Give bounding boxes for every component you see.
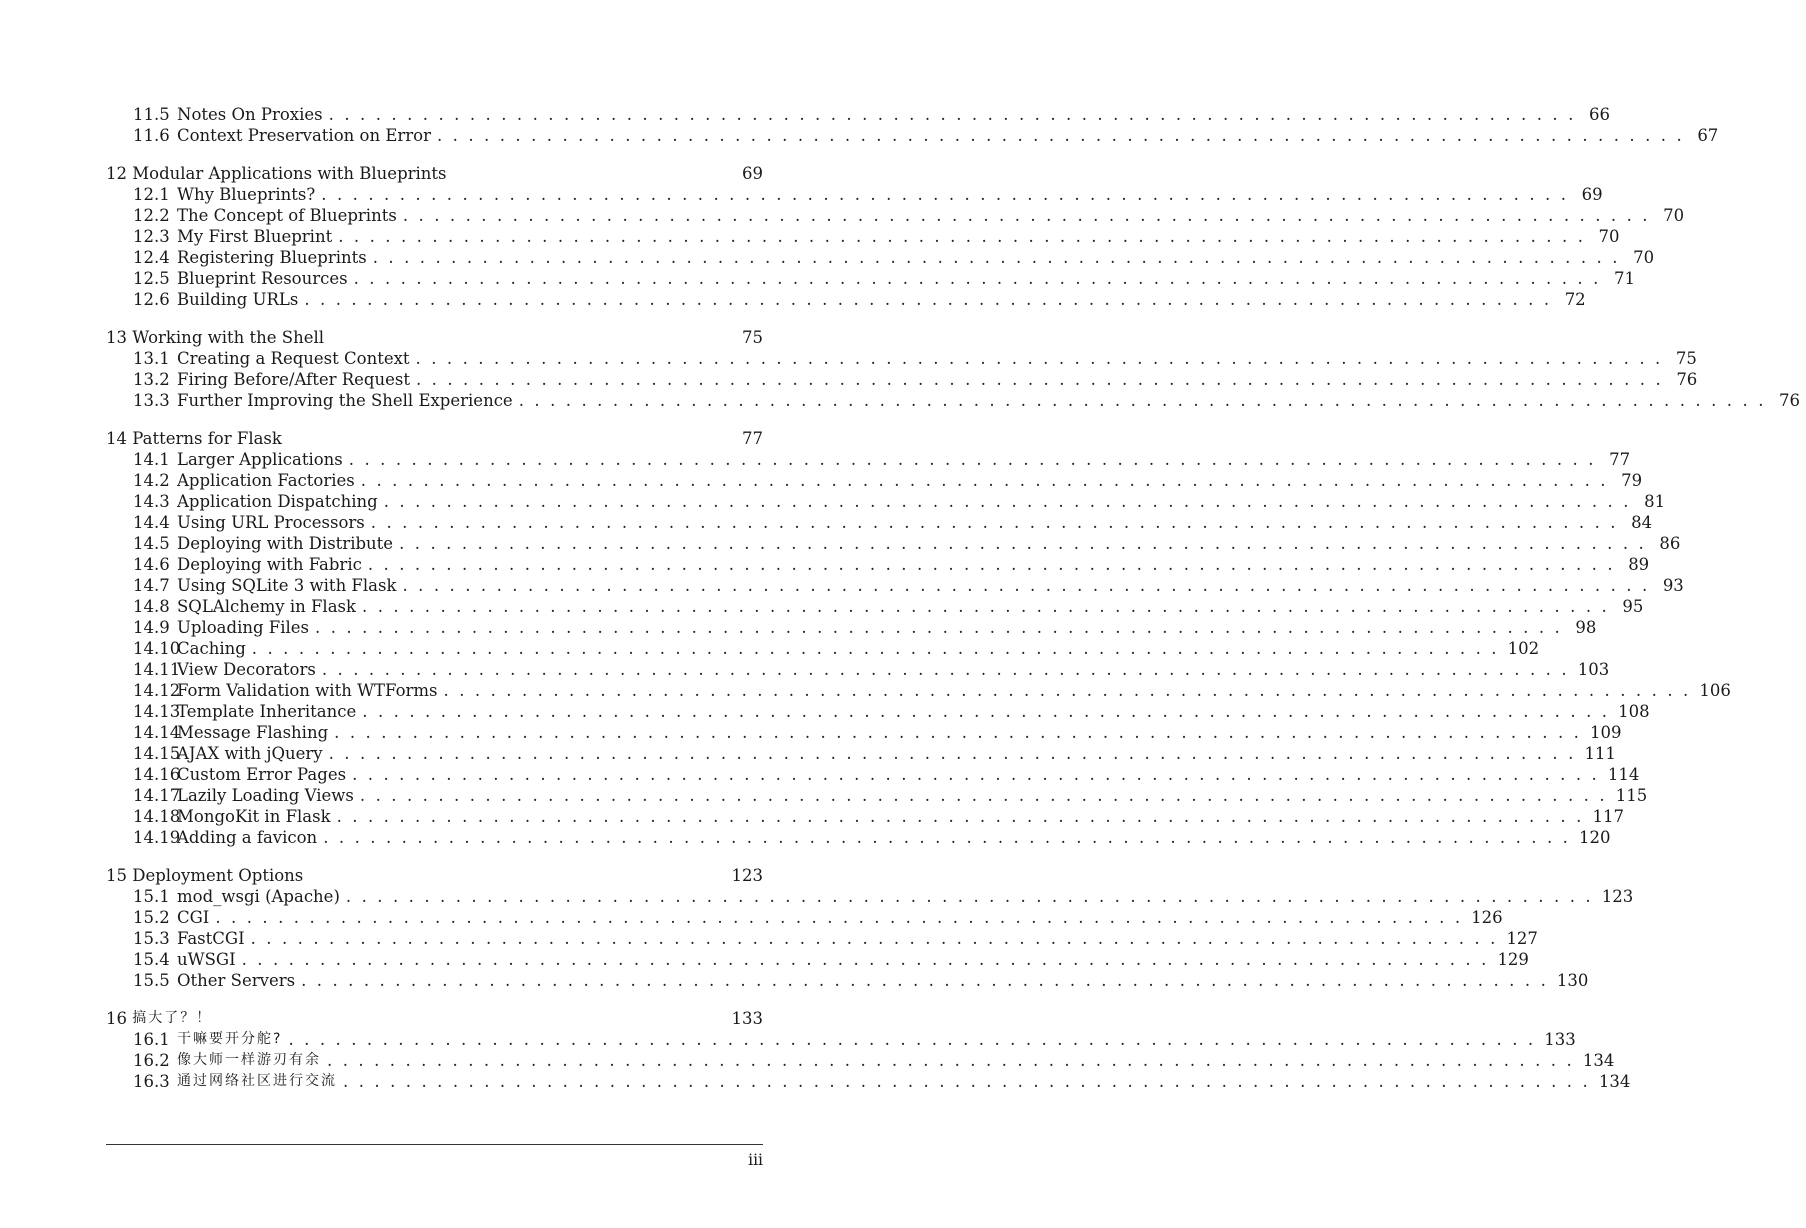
section-title: Using SQLite 3 with Flask <box>177 576 397 595</box>
dot-leader: . . . . . . . . . . . . . . . . . . . . . . . . . . . . . . . . . . . . . . . . . . . . . . . . . . . . . . . . . . . . . . . . . . . . . . . . . . . . . . . . <box>288 1030 1536 1049</box>
section-title: MongoKit in Flask <box>177 807 331 826</box>
section-number: 15.4 <box>133 950 170 969</box>
toc-entry[interactable] <box>106 701 1650 722</box>
toc-chapter <box>106 428 1731 848</box>
section-page: 123 <box>1601 887 1634 906</box>
section-number: 14.10 <box>133 639 181 658</box>
section-number: 15.1 <box>133 887 170 906</box>
dot-leader: . . . . . . . . . . . . . . . . . . . . . . . . . . . . . . . . . . . . . . . . . . . . . . . . . . . . . . . . . . . . . . . . . . . . . . . . . . . . . . . . <box>250 929 1498 948</box>
chapter-page: 75 <box>742 328 763 347</box>
dot-leader: . . . . . . . . . . . . . . . . . . . . . . . . . . . . . . . . . . . . . . . . . . . . . . . . . . . . . . . . . . . . . . . . . . . . . . . . . . . . . . . . <box>323 828 1571 847</box>
toc-entry[interactable] <box>106 949 1529 970</box>
toc-entry[interactable] <box>106 1050 1615 1071</box>
toc-entry[interactable] <box>106 369 1698 390</box>
section-number: 14.8 <box>133 597 170 616</box>
section-page: 127 <box>1506 929 1538 948</box>
section-number: 14.3 <box>133 492 170 511</box>
section-title: SQLAlchemy in Flask <box>177 597 357 616</box>
section-page: 81 <box>1644 492 1666 511</box>
section-page: 108 <box>1618 702 1650 721</box>
dot-leader: . . . . . . . . . . . . . . . . . . . . . . . . . . . . . . . . . . . . . . . . . . . . . . . . . . . . . . . . . . . . . . . . . . . . . . . . . . . . . . . . <box>328 105 1576 124</box>
section-page: 70 <box>1663 206 1685 225</box>
dot-leader: . . . . . . . . . . . . . . . . . . . . . . . . . . . . . . . . . . . . . . . . . . . . . . . . . . . . . . . . . . . . . . . . . . . . . . . . . . . . . . . . <box>362 597 1610 616</box>
section-number: 14.11 <box>133 660 181 679</box>
section-number: 14.19 <box>133 828 181 847</box>
toc-entry[interactable] <box>106 806 1624 827</box>
section-number: 12.3 <box>133 227 170 246</box>
section-page: 77 <box>1609 450 1631 469</box>
section-number: 12.4 <box>133 248 170 267</box>
section-number: 12.1 <box>133 185 170 204</box>
section-number: 14.6 <box>133 555 170 574</box>
dot-leader: . . . . . . . . . . . . . . . . . . . . . . . . . . . . . . . . . . . . . . . . . . . . . . . . . . . . . . . . . . . . . . . . . . . . . . . . . . . . . . . . <box>353 269 1601 288</box>
toc-entry[interactable] <box>106 886 1634 907</box>
section-page: 70 <box>1598 227 1620 246</box>
chapter-number: 16 <box>106 1009 127 1028</box>
toc-chapter <box>106 327 1801 411</box>
section-page: 84 <box>1631 513 1653 532</box>
section-page: 115 <box>1615 786 1648 805</box>
section-title: Deploying with Fabric <box>177 555 362 574</box>
section-page: 76 <box>1676 370 1698 389</box>
toc-entry[interactable] <box>106 575 1684 596</box>
table-of-contents <box>106 104 1801 1109</box>
section-number: 14.7 <box>133 576 170 595</box>
section-title: Why Blueprints? <box>177 185 316 204</box>
section-title: Registering Blueprints <box>177 248 367 267</box>
section-title: Using URL Processors <box>177 513 365 532</box>
toc-entry[interactable] <box>106 722 1622 743</box>
dot-leader: . . . . . . . . . . . . . . . . . . . . . . . . . . . . . . . . . . . . . . . . . . . . . . . . . . . . . . . . . . . . . . . . . . . . . . . . . . . . . . . . <box>360 471 1609 490</box>
chapter-title: Deployment Options <box>132 866 304 885</box>
toc-entry[interactable] <box>106 184 1603 205</box>
section-title: Creating a Request Context <box>177 349 410 368</box>
section-page: 106 <box>1699 681 1731 700</box>
toc-entry[interactable] <box>106 1029 1576 1050</box>
section-page: 95 <box>1622 597 1644 616</box>
dot-leader: . . . . . . . . . . . . . . . . . . . . . . . . . . . . . . . . . . . . . . . . . . . . . . . . . . . . . . . . . . . . . . . . . . . . . . . . . . . . . . . . <box>399 534 1647 553</box>
dot-leader: . . . . . . . . . . . . . . . . . . . . . . . . . . . . . . . . . . . . . . . . . . . . . . . . . . . . . . . . . . . . . . . . . . . . . . . . . . . . . . . . <box>370 513 1619 532</box>
section-title: My First Blueprint <box>177 227 333 246</box>
dot-leader: . . . . . . . . . . . . . . . . . . . . . . . . . . . . . . . . . . . . . . . . . . . . . . . . . . . . . . . . . . . . . . . . . . . . . . . . . . . . . . . . <box>251 639 1500 658</box>
section-number: 15.2 <box>133 908 170 927</box>
toc-entry[interactable] <box>106 226 1620 247</box>
toc-entry[interactable] <box>106 680 1731 701</box>
toc-entry[interactable] <box>106 907 1503 928</box>
toc-entry[interactable] <box>106 491 1666 512</box>
section-title: Blueprint Resources <box>177 269 348 288</box>
section-title: Template Inheritance <box>177 702 357 721</box>
chapter-number: 13 <box>106 328 127 347</box>
chapter-title: 搞大了？！ <box>132 1010 213 1026</box>
section-page: 111 <box>1584 744 1616 763</box>
section-title: Caching <box>177 639 246 658</box>
section-title: Message Flashing <box>177 723 329 742</box>
section-page: 134 <box>1598 1072 1631 1091</box>
dot-leader: . . . . . . . . . . . . . . . . . . . . . . . . . . . . . . . . . . . . . . . . . . . . . . . . . . . . . . . . . . . . . . . . . . . . . . . . . . . . . . . . <box>383 492 1632 511</box>
section-title: 通过网络社区进行交流 <box>177 1073 337 1089</box>
section-page: 75 <box>1675 349 1697 368</box>
section-title: Application Factories <box>177 471 355 490</box>
footer-rule <box>106 1144 763 1145</box>
section-page: 93 <box>1662 576 1684 595</box>
section-title: Firing Before/After Request <box>177 370 410 389</box>
dot-leader: . . . . . . . . . . . . . . . . . . . . . . . . . . . . . . . . . . . . . . . . . . . . . . . . . . . . . . . . . . . . . . . . . . . . . . . . . . . . . . . . <box>359 786 1608 805</box>
section-title: Context Preservation on Error <box>177 126 431 145</box>
dot-leader: . . . . . . . . . . . . . . . . . . . . . . . . . . . . . . . . . . . . . . . . . . . . . . . . . . . . . . . . . . . . . . . . . . . . . . . . . . . . . . . . <box>352 765 1600 784</box>
chapter-number: 15 <box>106 866 127 885</box>
chapter-title: Modular Applications with Blueprints <box>132 164 447 183</box>
section-page: 117 <box>1592 807 1624 826</box>
section-number: 11.5 <box>133 105 170 124</box>
section-title: 干嘛要开分舵? <box>177 1031 283 1047</box>
toc-entry[interactable] <box>106 554 1650 575</box>
section-number: 14.18 <box>133 807 181 826</box>
section-number: 16.3 <box>133 1072 170 1091</box>
toc-entry[interactable] <box>106 247 1655 268</box>
dot-leader: . . . . . . . . . . . . . . . . . . . . . . . . . . . . . . . . . . . . . . . . . . . . . . . . . . . . . . . . . . . . . . . . . . . . . . . . . . . . . . . . <box>327 1051 1575 1070</box>
section-number: 14.9 <box>133 618 170 637</box>
toc-entry[interactable] <box>106 1071 1631 1092</box>
toc-entry[interactable] <box>106 205 1685 226</box>
toc-entry[interactable] <box>106 970 1589 991</box>
section-title: Form Validation with WTForms <box>177 681 438 700</box>
section-title: Custom Error Pages <box>177 765 347 784</box>
dot-leader: . . . . . . . . . . . . . . . . . . . . . . . . . . . . . . . . . . . . . . . . . . . . . . . . . . . . . . . . . . . . . . . . . . . . . . . . . . . . . . . . <box>338 227 1586 246</box>
section-page: 109 <box>1589 723 1622 742</box>
section-title: CGI <box>177 908 210 927</box>
chapter-title: Working with the Shell <box>132 328 325 347</box>
dot-leader: . . . . . . . . . . . . . . . . . . . . . . . . . . . . . . . . . . . . . . . . . . . . . . . . . . . . . . . . . . . . . . . . . . . . . . . . . . . . . . . . <box>334 723 1582 742</box>
section-title: Deploying with Distribute <box>177 534 394 553</box>
chapter-heading[interactable] <box>106 428 769 449</box>
dot-leader: . . . . . . . . . . . . . . . . . . . . . . . . . . . . . . . . . . . . . . . . . . . . . . . . . . . . . . . . . . . . . . . . . . . . . . . . . . . . . . . . <box>321 185 1569 204</box>
chapter-number: 14 <box>106 429 127 448</box>
section-title: View Decorators <box>177 660 316 679</box>
dot-leader: . . . . . . . . . . . . . . . . . . . . . . . . . . . . . . . . . . . . . . . . . . . . . . . . . . . . . . . . . . . . . . . . . . . . . . . . . . . . . . . . <box>215 908 1463 927</box>
dot-leader: . . . . . . . . . . . . . . . . . . . . . . . . . . . . . . . . . . . . . . . . . . . . . . . . . . . . . . . . . . . . . . . . . . . . . . . . . . . . . . . . <box>402 206 1651 225</box>
section-number: 14.2 <box>133 471 170 490</box>
section-page: 126 <box>1471 908 1503 927</box>
section-number: 14.4 <box>133 513 170 532</box>
toc-entry[interactable] <box>106 638 1540 659</box>
toc-chapter <box>106 104 1719 146</box>
toc-entry[interactable] <box>106 104 1610 125</box>
section-number: 16.2 <box>133 1051 170 1070</box>
section-number: 14.1 <box>133 450 170 469</box>
dot-leader: . . . . . . . . . . . . . . . . . . . . . . . . . . . . . . . . . . . . . . . . . . . . . . . . . . . . . . . . . . . . . . . . . . . . . . . . . . . . . . . . <box>362 702 1610 721</box>
section-page: 89 <box>1628 555 1650 574</box>
section-page: 79 <box>1621 471 1643 490</box>
toc-entry[interactable] <box>106 533 1681 554</box>
section-page: 133 <box>1544 1030 1576 1049</box>
section-number: 12.2 <box>133 206 170 225</box>
section-page: 66 <box>1588 105 1610 124</box>
section-number: 16.1 <box>133 1030 170 1049</box>
section-title: Other Servers <box>177 971 296 990</box>
section-page: 76 <box>1779 391 1801 410</box>
dot-leader: . . . . . . . . . . . . . . . . . . . . . . . . . . . . . . . . . . . . . . . . . . . . . . . . . . . . . . . . . . . . . . . . . . . . . . . . . . . . . . . . <box>321 660 1570 679</box>
section-title: Larger Applications <box>177 450 343 469</box>
dot-leader: . . . . . . . . . . . . . . . . . . . . . . . . . . . . . . . . . . . . . . . . . . . . . . . . . . . . . . . . . . . . . . . . . . . . . . . . . . . . . . . . <box>436 126 1685 145</box>
toc-entry[interactable] <box>106 743 1616 764</box>
section-page: 102 <box>1507 639 1540 658</box>
section-page: 67 <box>1697 126 1719 145</box>
section-title: Uploading Files <box>177 618 310 637</box>
section-number: 13.1 <box>133 349 170 368</box>
toc-entry[interactable] <box>106 289 1586 310</box>
section-page: 114 <box>1607 765 1640 784</box>
chapter-page: 123 <box>731 866 763 885</box>
dot-leader: . . . . . . . . . . . . . . . . . . . . . . . . . . . . . . . . . . . . . . . . . . . . . . . . . . . . . . . . . . . . . . . . . . . . . . . . . . . . . . . . <box>415 349 1663 368</box>
toc-entry[interactable] <box>106 827 1611 848</box>
toc-entry[interactable] <box>106 928 1538 949</box>
section-number: 14.12 <box>133 681 181 700</box>
section-title: The Concept of Blueprints <box>177 206 397 225</box>
toc-entry[interactable] <box>106 659 1610 680</box>
toc-entry[interactable] <box>106 764 1640 785</box>
page-number: iii <box>748 1151 763 1169</box>
toc-entry[interactable] <box>106 390 1801 411</box>
section-title: 像大师一样游刃有余 <box>177 1052 321 1068</box>
section-title: AJAX with jQuery <box>177 744 323 763</box>
section-page: 134 <box>1582 1051 1615 1070</box>
dot-leader: . . . . . . . . . . . . . . . . . . . . . . . . . . . . . . . . . . . . . . . . . . . . . . . . . . . . . . . . . . . . . . . . . . . . . . . . . . . . . . . . <box>443 681 1691 700</box>
toc-entry[interactable] <box>106 125 1719 146</box>
section-page: 98 <box>1575 618 1597 637</box>
toc-entry[interactable] <box>106 470 1643 491</box>
section-page: 103 <box>1577 660 1610 679</box>
toc-entry[interactable] <box>106 785 1648 806</box>
toc-chapter <box>106 865 1634 991</box>
section-number: 14.15 <box>133 744 181 763</box>
section-page: 130 <box>1556 971 1589 990</box>
dot-leader: . . . . . . . . . . . . . . . . . . . . . . . . . . . . . . . . . . . . . . . . . . . . . . . . . . . . . . . . . . . . . . . . . . . . . . . . . . . . . . . . <box>301 971 1549 990</box>
section-title: FastCGI <box>177 929 245 948</box>
section-number: 15.5 <box>133 971 170 990</box>
toc-entry[interactable] <box>106 348 1697 369</box>
chapter-page: 77 <box>742 429 763 448</box>
toc-entry[interactable] <box>106 268 1635 289</box>
dot-leader: . . . . . . . . . . . . . . . . . . . . . . . . . . . . . . . . . . . . . . . . . . . . . . . . . . . . . . . . . . . . . . . . . . . . . . . . . . . . . . . . <box>336 807 1584 826</box>
toc-chapter <box>106 163 1685 310</box>
toc-entry[interactable] <box>106 617 1597 638</box>
toc-entry[interactable] <box>106 449 1631 470</box>
section-number: 14.5 <box>133 534 170 553</box>
section-page: 70 <box>1633 248 1655 267</box>
toc-entry[interactable] <box>106 596 1644 617</box>
section-number: 15.3 <box>133 929 170 948</box>
dot-leader: . . . . . . . . . . . . . . . . . . . . . . . . . . . . . . . . . . . . . . . . . . . . . . . . . . . . . . . . . . . . . . . . . . . . . . . . . . . . . . . . <box>345 887 1594 906</box>
section-number: 14.17 <box>133 786 181 805</box>
toc-entry[interactable] <box>106 512 1653 533</box>
section-title: uWSGI <box>177 950 236 969</box>
section-page: 129 <box>1497 950 1529 969</box>
dot-leader: . . . . . . . . . . . . . . . . . . . . . . . . . . . . . . . . . . . . . . . . . . . . . . . . . . . . . . . . . . . . . . . . . . . . . . . . . . . . . . . . <box>415 370 1664 389</box>
section-page: 86 <box>1659 534 1681 553</box>
section-title: Lazily Loading Views <box>177 786 354 805</box>
section-page: 120 <box>1579 828 1611 847</box>
section-number: 13.2 <box>133 370 170 389</box>
section-page: 71 <box>1613 269 1635 288</box>
dot-leader: . . . . . . . . . . . . . . . . . . . . . . . . . . . . . . . . . . . . . . . . . . . . . . . . . . . . . . . . . . . . . . . . . . . . . . . . . . . . . . . . <box>367 555 1616 574</box>
chapter-heading[interactable] <box>106 1008 769 1029</box>
section-title: Adding a favicon <box>177 828 318 847</box>
section-number: 14.16 <box>133 765 181 784</box>
section-number: 11.6 <box>133 126 170 145</box>
dot-leader: . . . . . . . . . . . . . . . . . . . . . . . . . . . . . . . . . . . . . . . . . . . . . . . . . . . . . . . . . . . . . . . . . . . . . . . . . . . . . . . . <box>328 744 1576 763</box>
section-title: mod_wsgi (Apache) <box>177 887 340 906</box>
chapter-page: 133 <box>731 1009 763 1028</box>
chapter-title: Patterns for Flask <box>132 429 282 448</box>
section-title: Notes On Proxies <box>177 105 323 124</box>
dot-leader: . . . . . . . . . . . . . . . . . . . . . . . . . . . . . . . . . . . . . . . . . . . . . . . . . . . . . . . . . . . . . . . . . . . . . . . . . . . . . . . . <box>304 290 1552 309</box>
dot-leader: . . . . . . . . . . . . . . . . . . . . . . . . . . . . . . . . . . . . . . . . . . . . . . . . . . . . . . . . . . . . . . . . . . . . . . . . . . . . . . . . <box>315 618 1563 637</box>
chapter-heading[interactable] <box>106 327 769 348</box>
toc-chapter <box>106 1008 1631 1092</box>
dot-leader: . . . . . . . . . . . . . . . . . . . . . . . . . . . . . . . . . . . . . . . . . . . . . . . . . . . . . . . . . . . . . . . . . . . . . . . . . . . . . . . . <box>402 576 1650 595</box>
chapter-page: 69 <box>742 164 763 183</box>
chapter-heading[interactable] <box>106 163 769 184</box>
dot-leader: . . . . . . . . . . . . . . . . . . . . . . . . . . . . . . . . . . . . . . . . . . . . . . . . . . . . . . . . . . . . . . . . . . . . . . . . . . . . . . . . <box>241 950 1489 969</box>
dot-leader: . . . . . . . . . . . . . . . . . . . . . . . . . . . . . . . . . . . . . . . . . . . . . . . . . . . . . . . . . . . . . . . . . . . . . . . . . . . . . . . . <box>518 391 1767 410</box>
section-number: 12.6 <box>133 290 170 309</box>
section-title: Further Improving the Shell Experience <box>177 391 513 410</box>
section-page: 72 <box>1564 290 1586 309</box>
section-number: 14.13 <box>133 702 181 721</box>
dot-leader: . . . . . . . . . . . . . . . . . . . . . . . . . . . . . . . . . . . . . . . . . . . . . . . . . . . . . . . . . . . . . . . . . . . . . . . . . . . . . . . . <box>372 248 1621 267</box>
section-title: Application Dispatching <box>177 492 378 511</box>
chapter-heading[interactable] <box>106 865 769 886</box>
section-number: 12.5 <box>133 269 170 288</box>
section-number: 13.3 <box>133 391 170 410</box>
dot-leader: . . . . . . . . . . . . . . . . . . . . . . . . . . . . . . . . . . . . . . . . . . . . . . . . . . . . . . . . . . . . . . . . . . . . . . . . . . . . . . . . <box>343 1072 1591 1091</box>
section-title: Building URLs <box>177 290 299 309</box>
chapter-number: 12 <box>106 164 127 183</box>
section-number: 14.14 <box>133 723 181 742</box>
section-page: 69 <box>1581 185 1603 204</box>
dot-leader: . . . . . . . . . . . . . . . . . . . . . . . . . . . . . . . . . . . . . . . . . . . . . . . . . . . . . . . . . . . . . . . . . . . . . . . . . . . . . . . . <box>348 450 1597 469</box>
